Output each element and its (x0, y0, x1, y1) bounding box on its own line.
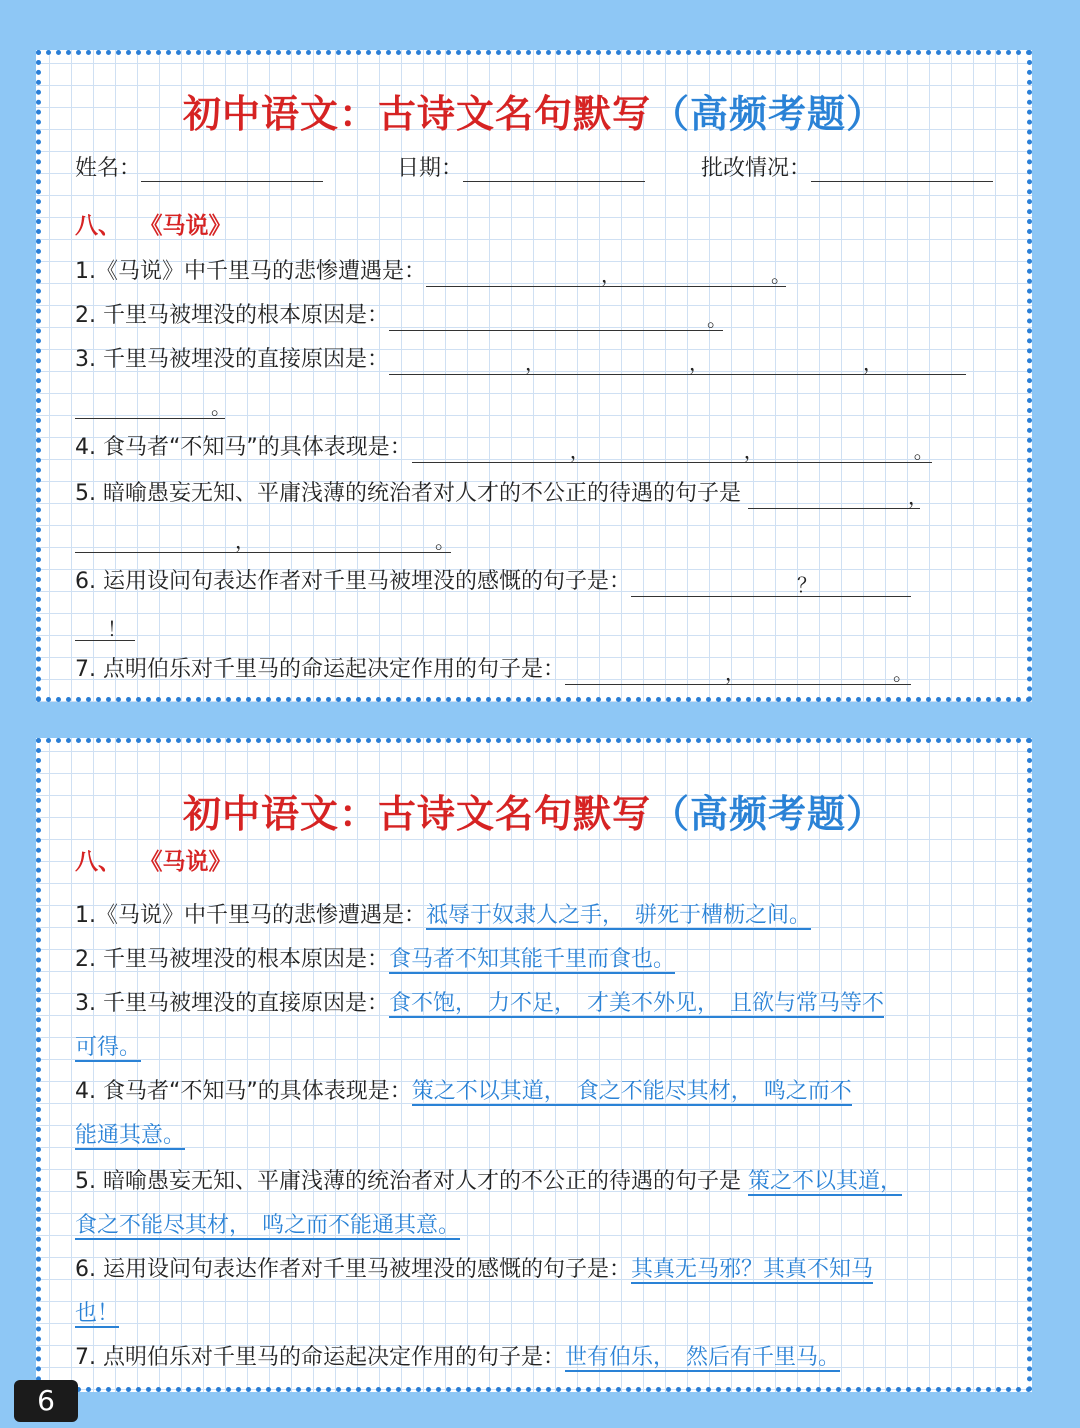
answer-3: 3. 千里马被埋没的直接原因是：食不饱， 力不足， 才美不外见， 且欲与常马等不 (75, 991, 884, 1016)
question-3: 3. 千里马被埋没的直接原因是： ， ， ， (75, 345, 966, 375)
answer-blank: ？ (631, 574, 911, 597)
section-heading: 八、 《马说》 (75, 849, 232, 875)
answer-blank: ， 。 (426, 264, 786, 287)
answer-card (36, 738, 1032, 1392)
question-5: 5. 暗喻愚妄无知、平庸浅薄的统治者对人才的不公正的待遇的句子是 ， (75, 481, 928, 509)
page-number-badge: 6 (14, 1380, 78, 1422)
question-3-cont (75, 389, 231, 419)
answer-7: 7. 点明伯乐对千里马的命运起决定作用的句子是：世有伯乐， 然后有千里马。 (75, 1345, 841, 1370)
answer-6: 6. 运用设问句表达作者对千里马被埋没的感慨的句子是：其真无马邪？其真不知马 (75, 1257, 874, 1282)
answer-blank: 。 (389, 308, 723, 331)
answer-blank: ， (748, 486, 920, 509)
answer-blank: ， 。 (565, 662, 911, 685)
worksheet-card (36, 50, 1032, 702)
question-4: 4. 食马者“不知马”的具体表现是： ， ， 。 (75, 435, 934, 463)
answer-2: 2. 千里马被埋没的根本原因是：食马者不知其能千里而食也。 (75, 947, 675, 972)
answer-5: 5. 暗喻愚妄无知、平庸浅薄的统治者对人才的不公正的待遇的句子是 策之不以其道， (75, 1169, 903, 1194)
answer-3-cont: 可得。 (75, 1035, 142, 1060)
date-field: 日期： (397, 151, 645, 182)
question-6: 6. 运用设问句表达作者对千里马被埋没的感慨的句子是： ？ (75, 567, 911, 597)
answer-blank: ， ， ， (389, 352, 966, 375)
answer-4-cont: 能通其意。 (75, 1123, 186, 1148)
answer-4: 4. 食马者“不知马”的具体表现是：策之不以其道， 食之不能尽其材， 鸣之而不 (75, 1079, 852, 1104)
question-5-cont (75, 523, 455, 553)
question-1: 1.《马说》中千里马的悲惨遭遇是： ， 。 (75, 259, 791, 287)
answer-5-cont: 食之不能尽其材， 鸣之而不能通其意。 (75, 1213, 461, 1238)
answer-blank: ， 。 (75, 530, 451, 553)
answer-blank: ！ (75, 618, 135, 641)
section-heading: 八、 《马说》 (75, 213, 232, 239)
answer-1: 1.《马说》中千里马的悲惨遭遇是：祗辱于奴隶人之手， 骈死于槽枥之间。 (75, 903, 812, 928)
question-6-cont (75, 611, 135, 641)
name-field: 姓名： (75, 151, 323, 182)
answer-blank: 。 (75, 396, 225, 419)
answer-blank: ， ， 。 (412, 440, 932, 463)
question-7: 7. 点明伯乐对千里马的命运起决定作用的句子是： ， 。 (75, 657, 913, 685)
question-2: 2. 千里马被埋没的根本原因是： 。 (75, 303, 727, 331)
grading-field: 批改情况： (701, 151, 993, 182)
answer-title: 初中语文：古诗文名句默写（高频考题） (182, 791, 886, 836)
worksheet-title: 初中语文：古诗文名句默写（高频考题） (182, 91, 886, 136)
answer-6-cont: 也！ (75, 1301, 120, 1326)
